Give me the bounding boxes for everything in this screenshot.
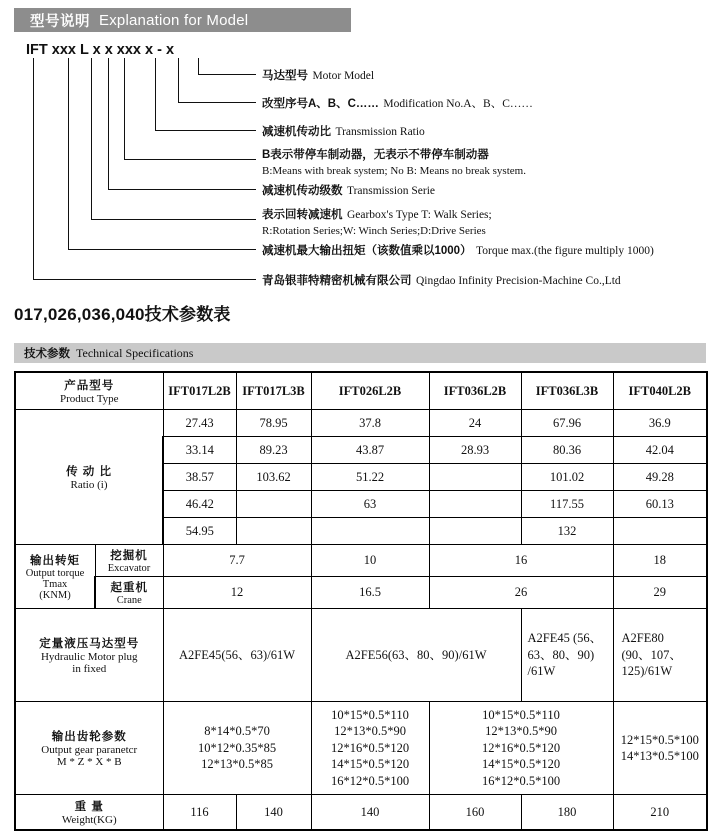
- ratio-cell: 117.55: [521, 491, 613, 518]
- leader-vline-6: [155, 58, 156, 130]
- ratio-cell: 63: [311, 491, 429, 518]
- legend-cn: 减速机最大输出扭矩（该数值乘以1000）: [262, 245, 472, 257]
- sub-label-crane: [95, 577, 163, 609]
- gear-line: 12*15*0.5*100: [620, 732, 699, 747]
- torque-cell: 26: [429, 577, 613, 609]
- legend-cn: 青岛银菲特精密机械有限公司: [262, 275, 412, 287]
- model-explanation-diagram: [0, 36, 720, 298]
- weight-cell: 160: [429, 795, 521, 831]
- torque-en3: (KNM): [39, 590, 71, 601]
- leader-hline-8: [33, 279, 256, 280]
- legend-sub: B:Means with break system; No B: Means no break system.: [262, 164, 526, 177]
- legend-en: Torque max.(the figure multiply 1000): [476, 245, 654, 257]
- leader-hline-2: [178, 102, 256, 103]
- table-row: [15, 795, 707, 831]
- ratio-cell: [236, 491, 311, 518]
- ratio-cell: 132: [521, 518, 613, 545]
- leader-vline-8: [198, 58, 199, 74]
- gear-line: 10*15*0.5*110: [331, 707, 409, 722]
- legend-item-modification-no: [262, 94, 533, 113]
- page-title-bar: [14, 8, 351, 32]
- weight-cell: 116: [163, 795, 236, 831]
- row-label-hydraulic-motor: [15, 609, 163, 702]
- legend-item-transmission-serie: [262, 181, 435, 200]
- legend-en: Modification No.A、B、C……: [383, 98, 533, 110]
- motor-cell: A2FE45(56、63)/61W: [163, 609, 311, 702]
- product-type-en: Product Type: [59, 393, 119, 405]
- motor-cell: A2FE56(63、80、90)/61W: [311, 609, 521, 702]
- model-code-string: IFT xxx L x x xxx x - x: [26, 42, 175, 58]
- ratio-cell: 103.62: [236, 464, 311, 491]
- ratio-cell: 42.04: [613, 437, 707, 464]
- ratio-cell: 36.9: [613, 410, 707, 437]
- product-type-cn: 产品型号: [64, 380, 115, 392]
- ratio-cell: 37.8: [311, 410, 429, 437]
- legend-cn: 表示回转减速机: [262, 209, 343, 221]
- ratio-cell: [429, 464, 521, 491]
- table-row: [15, 609, 707, 702]
- ratio-cell: 101.02: [521, 464, 613, 491]
- table-row: [15, 577, 707, 609]
- legend-cn: 减速机传动级数: [262, 185, 343, 197]
- ratio-cell: 78.95: [236, 410, 311, 437]
- leader-vline-2: [68, 58, 69, 249]
- leader-hline-1: [198, 74, 256, 75]
- leader-vline-1: [33, 58, 34, 279]
- gear-cell: [429, 702, 613, 795]
- motor-cell: [613, 609, 707, 702]
- weight-cell: 210: [613, 795, 707, 831]
- ratio-cell: 27.43: [163, 410, 236, 437]
- legend-item-company: [262, 271, 621, 290]
- legend-sub: R:Rotation Series;W: Winch Series;D:Drive Series: [262, 224, 486, 237]
- ratio-cell: 60.13: [613, 491, 707, 518]
- weight-cn: 重 量: [74, 801, 104, 813]
- legend-en: Transmission Serie: [346, 185, 436, 197]
- legend-en: Motor Model: [312, 70, 375, 82]
- gear-line: 16*12*0.5*100: [330, 773, 410, 788]
- gear-en: Output gear paranetcr: [41, 744, 138, 756]
- leader-hline-4: [124, 159, 256, 160]
- page-title-cn: 型号说明: [30, 13, 90, 30]
- ratio-cell: 24: [429, 410, 521, 437]
- gear-cn: 输出齿轮参数: [51, 731, 127, 743]
- weight-cell: 140: [236, 795, 311, 831]
- torque-cn: 输出转矩: [30, 555, 80, 567]
- ratio-cell: [236, 518, 311, 545]
- header-col-1: IFT017L2B: [163, 372, 236, 410]
- motor-line: 63、80、90): [527, 647, 595, 662]
- legend-cn: 改型序号A、B、C……: [262, 98, 379, 110]
- section-heading: 017,026,036,040技术参数表: [14, 305, 231, 324]
- legend-item-transmission-ratio: [262, 122, 425, 141]
- crane-cn: 起重机: [110, 582, 148, 594]
- legend-item-gearbox-type: [262, 205, 492, 238]
- leader-hline-5: [108, 189, 256, 190]
- gear-cell: [613, 702, 707, 795]
- legend-cn: 马达型号: [262, 70, 308, 82]
- gear-line: 12*16*0.5*120: [330, 740, 410, 755]
- ratio-cell: 89.23: [236, 437, 311, 464]
- row-label-output-torque: [15, 545, 95, 609]
- ratio-cell: [429, 518, 521, 545]
- ratio-cell: 28.93: [429, 437, 521, 464]
- gear-line: 14*15*0.5*120: [481, 757, 561, 772]
- motor-cell: [521, 609, 613, 702]
- weight-cell: 140: [311, 795, 429, 831]
- torque-cell: 7.7: [163, 545, 311, 577]
- leader-hline-3: [155, 130, 256, 131]
- gear-cell: [311, 702, 429, 795]
- ratio-cell: 33.14: [163, 437, 236, 464]
- ratio-cell: 80.36: [521, 437, 613, 464]
- row-label-ratio: [15, 410, 163, 545]
- header-col-5: IFT036L3B: [521, 372, 613, 410]
- gear-line: 12*13*0.5*90: [334, 724, 406, 739]
- leader-hline-6: [91, 219, 256, 220]
- header-product-type: [15, 372, 163, 410]
- motor-line: A2FE45 (56、: [527, 631, 603, 646]
- row-label-weight: [15, 795, 163, 831]
- ratio-cell: 67.96: [521, 410, 613, 437]
- gear-line: 14*15*0.5*120: [330, 757, 410, 772]
- legend-cn: B表示带停车制动器，无表示不带停车制动器: [262, 149, 489, 161]
- leader-vline-3: [91, 58, 92, 219]
- gear-en2: M * Z * X * B: [56, 756, 122, 768]
- gear-line: 12*13*0.5*85: [201, 757, 273, 772]
- table-row: [15, 410, 707, 437]
- specifications-table-wrap: [14, 371, 706, 831]
- crane-en: Crane: [116, 595, 142, 606]
- gear-line: 10*15*0.5*110: [482, 707, 560, 722]
- torque-cell: 29: [613, 577, 707, 609]
- ratio-cell: 38.57: [163, 464, 236, 491]
- torque-cell: 10: [311, 545, 429, 577]
- ratio-cell: [613, 518, 707, 545]
- ratio-cell: 49.28: [613, 464, 707, 491]
- gear-line: 12*16*0.5*120: [481, 740, 561, 755]
- motor-cn: 定量液压马达型号: [39, 638, 140, 650]
- gear-line: 16*12*0.5*100: [481, 773, 561, 788]
- gear-line: 8*14*0.5*70: [204, 724, 270, 739]
- page-title-en: Explanation for Model: [99, 11, 249, 29]
- legend-item-torque-max: [262, 241, 654, 260]
- gear-cell: [163, 702, 311, 795]
- motor-line: (90、107、: [621, 647, 682, 662]
- torque-en2: Tmax: [42, 579, 68, 590]
- leader-vline-4: [108, 58, 109, 189]
- motor-en: Hydraulic Motor plug: [40, 651, 138, 663]
- spec-bar-cn: 技术参数: [24, 348, 70, 360]
- leader-vline-5: [124, 58, 125, 159]
- leader-hline-7: [68, 249, 256, 250]
- legend-item-break-system: [262, 145, 526, 178]
- torque-cell: 16.5: [311, 577, 429, 609]
- legend-cn: 减速机传动比: [262, 126, 331, 138]
- ratio-cell: [311, 518, 429, 545]
- leader-vline-7: [178, 58, 179, 102]
- spec-bar-en: Technical Specifications: [76, 345, 194, 360]
- torque-en: Output torque: [25, 568, 85, 579]
- gear-line: 14*13*0.5*100: [620, 749, 699, 763]
- gear-line: 10*12*0.35*85: [197, 740, 277, 755]
- excavator-cn: 挖掘机: [110, 550, 148, 562]
- ratio-cell: 54.95: [163, 518, 236, 545]
- torque-cell: 16: [429, 545, 613, 577]
- weight-cell: 180: [521, 795, 613, 831]
- motor-en2: in fixed: [72, 663, 107, 675]
- legend-en: Transmission Ratio: [335, 126, 425, 138]
- legend-item-motor-model: [262, 66, 374, 85]
- ratio-cell: [429, 491, 521, 518]
- motor-line: /61W: [527, 664, 556, 679]
- header-col-6: IFT040L2B: [613, 372, 707, 410]
- ratio-en: Ratio (i): [70, 479, 108, 491]
- sub-label-excavator: [95, 545, 163, 577]
- header-col-4: IFT036L2B: [429, 372, 521, 410]
- specifications-table: [14, 371, 708, 831]
- technical-specifications-bar: [14, 343, 706, 363]
- ratio-cn: 传 动 比: [66, 466, 112, 478]
- motor-line: 125)/61W: [621, 664, 673, 679]
- row-label-output-gear: [15, 702, 163, 795]
- weight-en: Weight(KG): [61, 814, 117, 826]
- torque-cell: 18: [613, 545, 707, 577]
- header-col-2: IFT017L3B: [236, 372, 311, 410]
- table-row: [15, 545, 707, 577]
- ratio-cell: 51.22: [311, 464, 429, 491]
- motor-line: A2FE80: [621, 631, 664, 646]
- excavator-en: Excavator: [107, 563, 151, 574]
- torque-cell: 12: [163, 577, 311, 609]
- table-row: [15, 702, 707, 795]
- table-header-row: [15, 372, 707, 410]
- legend-en: Qingdao Infinity Precision-Machine Co.,Ltd: [415, 275, 621, 287]
- legend-en: Gearbox's Type T: Walk Series;: [346, 209, 492, 221]
- gear-line: 12*13*0.5*90: [485, 724, 557, 739]
- ratio-cell: 46.42: [163, 491, 236, 518]
- ratio-cell: 43.87: [311, 437, 429, 464]
- header-col-3: IFT026L2B: [311, 372, 429, 410]
